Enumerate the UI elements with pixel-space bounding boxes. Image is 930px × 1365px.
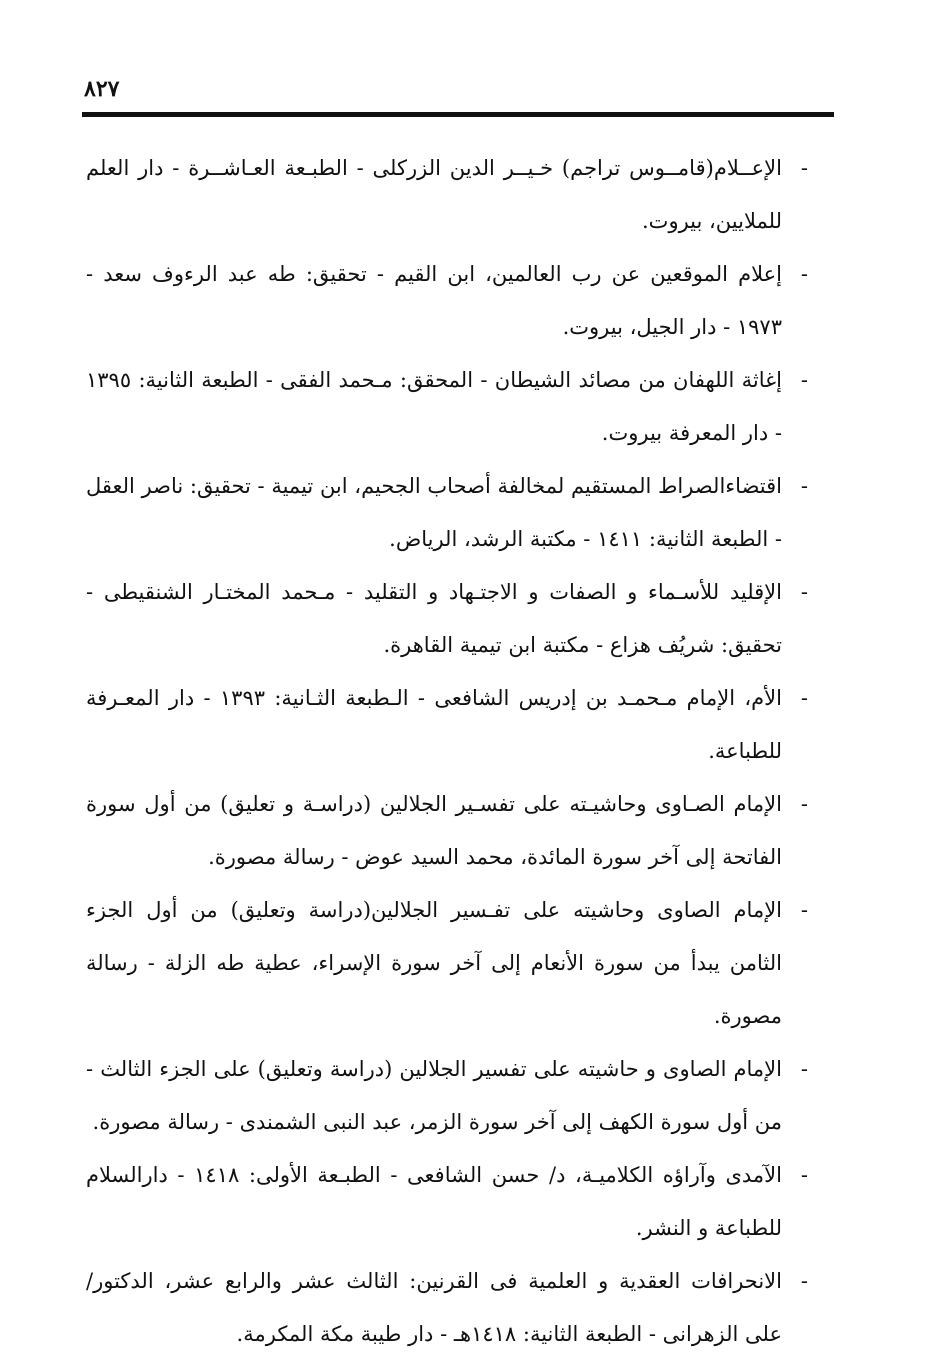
- entry-dash: -: [800, 1057, 808, 1081]
- entry-dash: -: [800, 156, 808, 180]
- bibliography-entry: [86, 1255, 808, 1361]
- page-number: ٨٢٧: [84, 76, 120, 102]
- entry-dash: -: [800, 686, 808, 710]
- bibliography-entry: [86, 778, 808, 884]
- bibliography-entry: [86, 354, 808, 460]
- entry-dash: -: [800, 898, 808, 922]
- bibliography-entry: [86, 460, 808, 566]
- bibliography-entry: [86, 1149, 808, 1255]
- bibliography-entry: [86, 884, 808, 1043]
- bibliography-entry: [86, 672, 808, 778]
- entry-dash: -: [800, 1269, 808, 1293]
- entry-dash: -: [800, 262, 808, 286]
- entry-text: الإمام الصاوى و حاشيته على تفسير الجلالين (دراسة وتعليق) على الجزء الثالث - من أول سورة الكهف إلى آخر سورة الزمر، عبد النبى الشمندى - رسالة مصورة.: [86, 1057, 782, 1134]
- header-rule: [82, 112, 834, 117]
- entry-text: الإقليد للأسـماء و الصفات و الاجتـهاد و التقليد - مـحمد المختـار الشنقيطى - تحقيق: شريُف هزاع - مكتبة ابن تيمية القاهرة.: [86, 580, 782, 657]
- bibliography-entry: [86, 248, 808, 354]
- entry-dash: -: [800, 792, 808, 816]
- entry-text: الآمدى وآراؤه الكلاميـة، د/ حسن الشافعى - الطبـعة الأولى: ١٤١٨ - دارالسلام للطباعة و النشر.: [86, 1163, 782, 1240]
- bibliography-entry: [86, 142, 808, 248]
- entry-text: اقتضاءالصراط المستقيم لمخالفة أصحاب الجحيم، ابن تيمية - تحقيق: ناصر العقل - الطبعة الثانية: ١٤١١ - مكتبة الرشد، الرياض.: [86, 474, 782, 551]
- entry-text: الإعــلام(قامــوس تراجم) خـيــر الدين الزركلى - الطبـعة العـاشــرة - دار العلم للملايين، بيروت.: [86, 156, 782, 233]
- bibliography-entry: [86, 566, 808, 672]
- entry-dash: -: [800, 1163, 808, 1187]
- entry-dash: -: [800, 474, 808, 498]
- entry-text: الإمام الصـاوى وحاشيـته على تفسـير الجلالين (دراسـة و تعليق) من أول سورة الفاتحة إلى آخر سورة المائدة، محمد السيد عوض - رسالة مصورة.: [86, 792, 782, 869]
- entry-text: إغاثة اللهفان من مصائد الشيطان - المحقق: مـحمد الفقى - الطبعة الثانية: ١٣٩٥ - دار المعرفة بيروت.: [86, 368, 782, 445]
- entry-dash: -: [800, 368, 808, 392]
- entry-text: الانحرافات العقدية و العلمية فى القرنين: الثالث عشر والرابع عشر، الدكتور/ على الزهرانى - الطبعة الثانية: ١٤١٨هـ - دار طيبة مكة المكرمة.: [86, 1269, 782, 1346]
- entry-text: الإمام الصاوى وحاشيته على تفـسير الجلالين(دراسة وتعليق) من أول الجزء الثامن يبدأ من سورة الأنعام إلى آخر سورة الإسراء، عطية طه الزلة - رسالة مصورة.: [86, 898, 782, 1028]
- entry-text: الأم، الإمام مـحمـد بن إدريس الشافعى - الـطبعة الثـانية: ١٣٩٣ - دار المعـرفة للطباعة.: [86, 686, 782, 763]
- entry-dash: -: [800, 580, 808, 604]
- bibliography-list: [86, 142, 808, 1361]
- entry-text: إعلام الموقعين عن رب العالمين، ابن القيم - تحقيق: طه عبد الرءوف سعد - ١٩٧٣ - دار الجيل، بيروت.: [86, 262, 782, 339]
- bibliography-entry: [86, 1043, 808, 1149]
